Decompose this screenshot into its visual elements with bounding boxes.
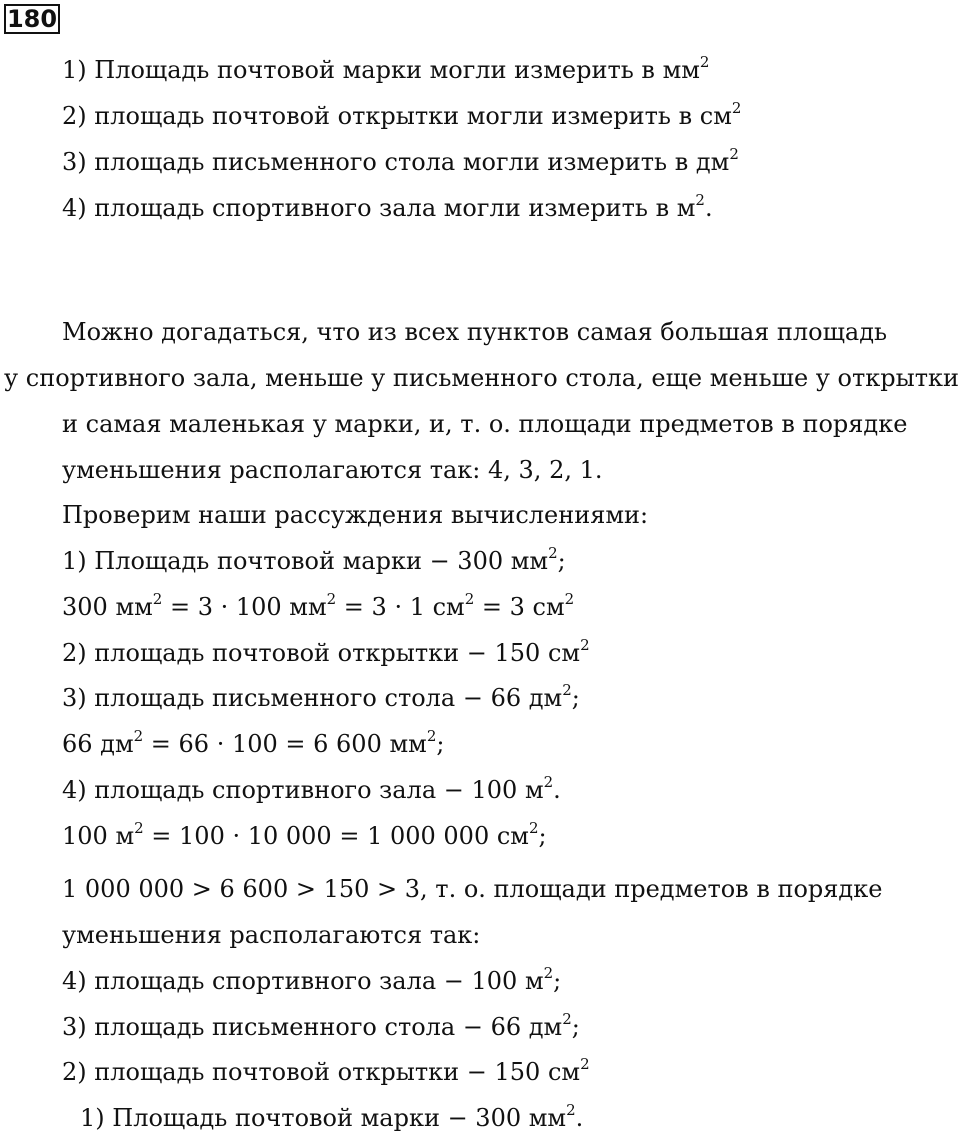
calc-line-2 xyxy=(62,591,574,623)
calc-text: 1) Площадь почтовой марки − 300 мм xyxy=(80,1104,567,1132)
superscript: 2 xyxy=(133,727,144,745)
intro-text: 1) Площадь почтовой марки могли измерить в мм xyxy=(62,56,700,84)
superscript: 2 xyxy=(543,773,554,791)
calc-line-11 xyxy=(62,1011,580,1043)
superscript: 2 xyxy=(152,590,163,608)
intro-text: 4) площадь спортивного зала могли измерить в м xyxy=(62,194,696,222)
calc-text: . xyxy=(575,1104,584,1132)
superscript: 2 xyxy=(580,1055,590,1073)
superscript: 2 xyxy=(543,964,554,982)
calc-text: = 66 · 100 = 6 600 мм xyxy=(143,730,427,758)
calc-line-4 xyxy=(62,682,580,714)
superscript: 2 xyxy=(731,99,742,117)
superscript: 2 xyxy=(326,590,337,608)
calc-text: ; xyxy=(571,684,580,712)
superscript: 2 xyxy=(562,1010,572,1028)
calc-text: ; xyxy=(557,547,566,575)
superscript: 2 xyxy=(426,727,437,745)
calc-text: 1 000 000 > 6 600 > 150 > 3, т. о. площади предметов в порядке xyxy=(62,875,883,903)
calc-text: 100 м xyxy=(62,822,135,850)
calc-text: 300 мм xyxy=(62,593,153,621)
superscript: 2 xyxy=(134,819,144,837)
intro-line-3 xyxy=(62,146,739,178)
reasoning-line-4: уменьшения располагаются так: 4, 3, 2, 1. xyxy=(62,456,603,484)
superscript: 2 xyxy=(548,544,558,562)
calc-text: 2) площадь почтовой открытки − 150 см xyxy=(62,1058,581,1086)
calc-text: = 100 · 10 000 = 1 000 000 см xyxy=(143,822,529,850)
reasoning-line-1: Можно догадаться, что из всех пунктов самая большая площадь xyxy=(62,318,888,346)
calc-text: = 3 см xyxy=(474,593,565,621)
calc-line-8 xyxy=(62,873,882,905)
calc-line-9 xyxy=(62,919,480,951)
calc-text: 1) Площадь почтовой марки − 300 мм xyxy=(62,547,549,575)
calc-text: ; xyxy=(538,822,547,850)
calc-line-10 xyxy=(62,965,561,997)
calc-text: ; xyxy=(553,967,562,995)
calc-text: 4) площадь спортивного зала − 100 м xyxy=(62,776,544,804)
calc-text: = 3 · 100 мм xyxy=(162,593,327,621)
superscript: 2 xyxy=(580,636,590,654)
calc-text: . xyxy=(553,776,561,804)
calc-line-6 xyxy=(62,774,561,806)
calc-text: уменьшения располагаются так: xyxy=(62,921,481,949)
intro-text: 2) площадь почтовой открытки могли измерить в см xyxy=(62,102,732,130)
intro-text: 3) площадь письменного стола могли измерить в дм xyxy=(62,148,730,176)
intro-line-2 xyxy=(62,100,741,132)
reasoning-line-3: и самая маленькая у марки, и, т. о. площади предметов в порядке xyxy=(62,410,908,438)
superscript: 2 xyxy=(464,590,475,608)
calc-line-1 xyxy=(62,545,566,577)
reasoning-line-2: у спортивного зала, меньше у письменного стола, еще меньше у открытки xyxy=(4,364,960,392)
calc-text: 3) площадь письменного стола − 66 дм xyxy=(62,684,563,712)
calc-line-3 xyxy=(62,637,590,669)
calc-line-12 xyxy=(62,1056,590,1088)
calc-text: 4) площадь спортивного зала − 100 м xyxy=(62,967,544,995)
intro-line-4 xyxy=(62,192,713,224)
calc-line-7 xyxy=(62,820,547,852)
superscript: 2 xyxy=(562,681,572,699)
calc-text: ; xyxy=(571,1013,580,1041)
superscript: 2 xyxy=(528,819,539,837)
superscript: 2 xyxy=(695,191,705,209)
intro-tail: . xyxy=(704,194,713,222)
calc-line-5 xyxy=(62,728,444,760)
superscript: 2 xyxy=(566,1101,576,1119)
calc-text: 66 дм xyxy=(62,730,134,758)
task-number: 180 xyxy=(4,4,60,34)
superscript: 2 xyxy=(699,53,710,71)
calc-text: ; xyxy=(436,730,445,758)
reasoning-line-5: Проверим наши рассуждения вычислениями: xyxy=(62,501,649,529)
calc-text: 3) площадь письменного стола − 66 дм xyxy=(62,1013,563,1041)
superscript: 2 xyxy=(729,145,739,163)
calc-line-13 xyxy=(80,1102,583,1134)
superscript: 2 xyxy=(564,590,575,608)
calc-text: 2) площадь почтовой открытки − 150 см xyxy=(62,639,581,667)
intro-line-1 xyxy=(62,54,709,86)
calc-text: = 3 · 1 см xyxy=(336,593,465,621)
